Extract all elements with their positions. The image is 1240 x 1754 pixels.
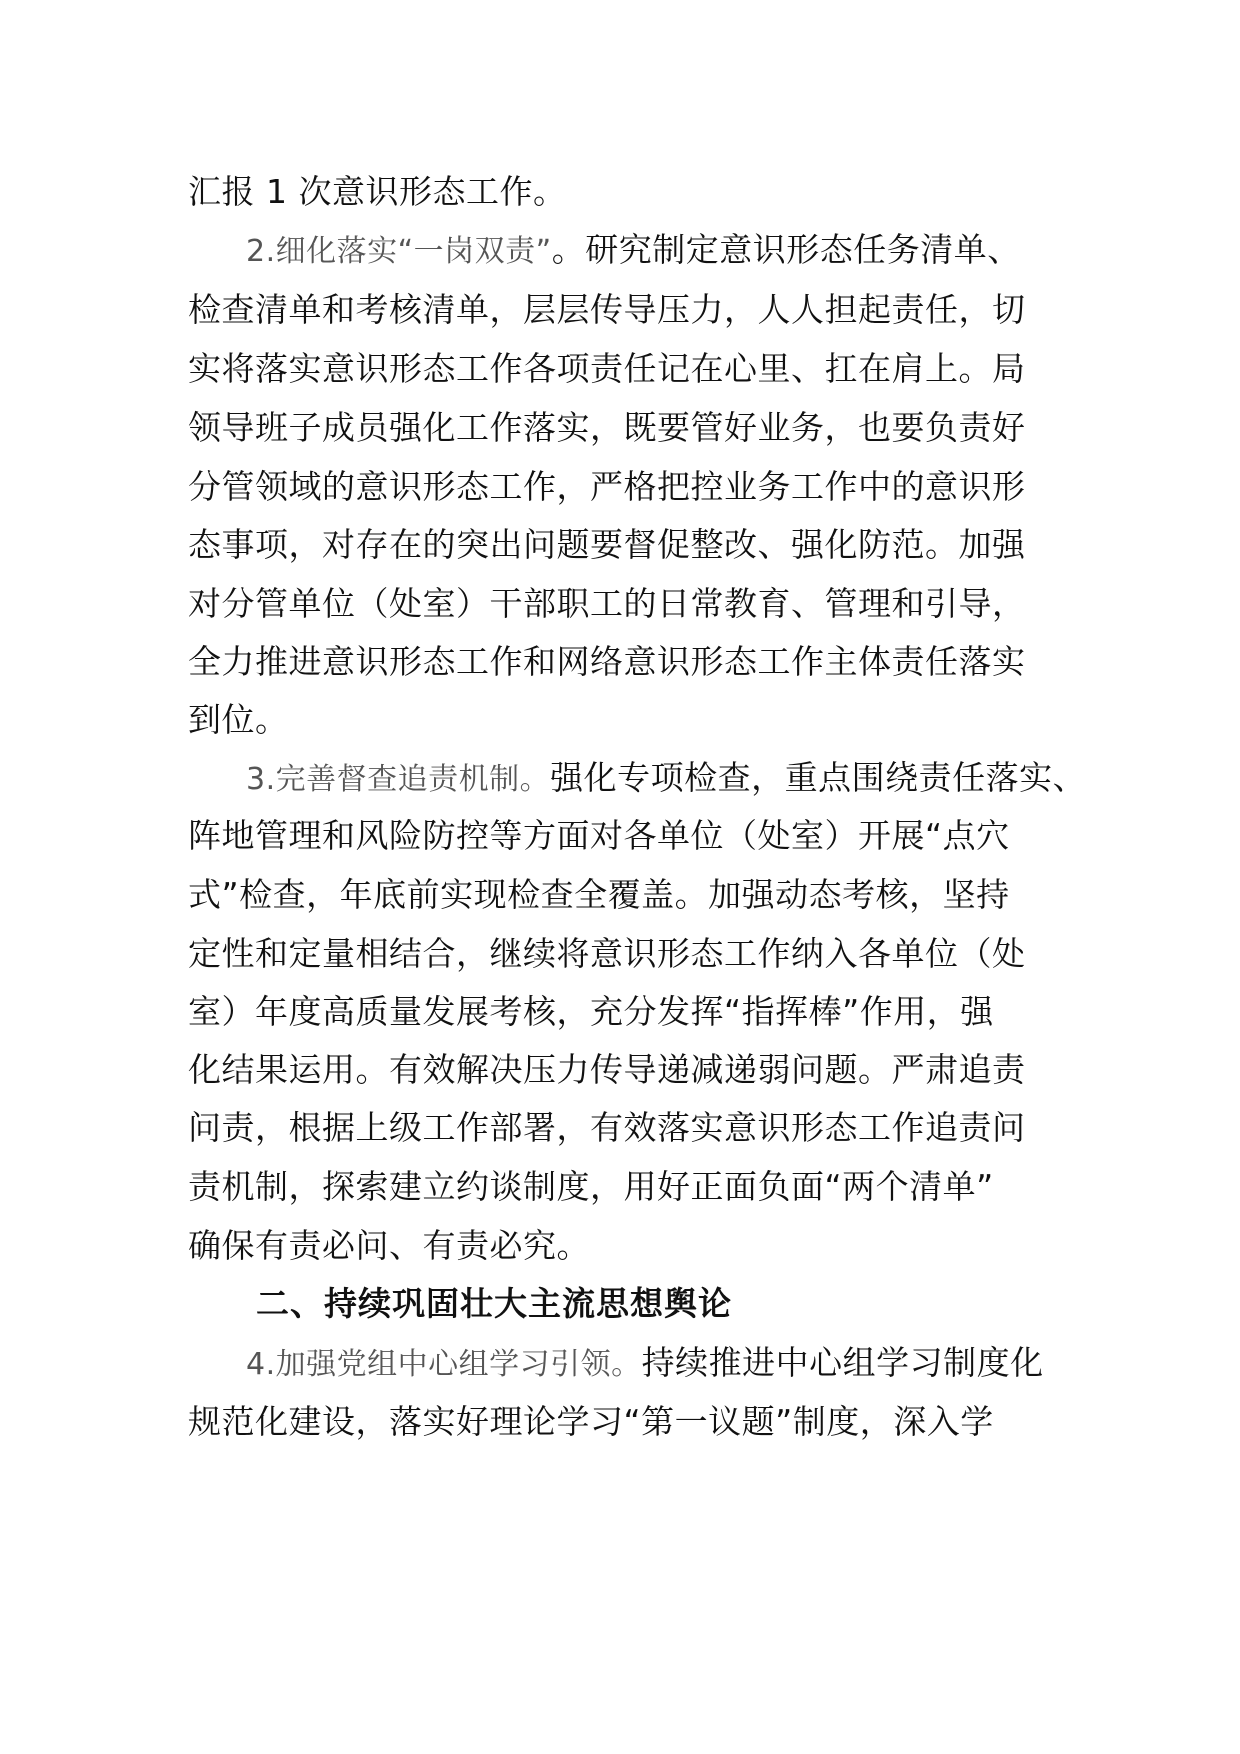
- item-lead: 加强党组中心组学习引领。: [275, 1347, 642, 1382]
- text-line: 态事项，对存在的突出问题要督促整改、强化防范。加强: [188, 525, 1026, 564]
- item-number: 2.: [246, 234, 276, 269]
- text-line: 化结果运用。有效解决压力传导递减递弱问题。严肃追责: [188, 1050, 1026, 1089]
- text-line: 实将落实意识形态工作各项责任记在心里、扛在肩上。局: [188, 349, 1026, 388]
- item-heading-3: [246, 758, 1086, 800]
- text-line: 对分管单位（处室）干部职工的日常教育、管理和引导，: [188, 584, 1026, 623]
- item-rest: 。研究制定意识形态任务清单、: [551, 230, 1021, 269]
- item-rest: 持续推进中心组学习制度化: [641, 1343, 1044, 1382]
- section-heading: 二、持续巩固壮大主流思想舆论: [256, 1284, 732, 1323]
- text-line: 阵地管理和风险防控等方面对各单位（处室）开展“点穴: [188, 816, 1010, 855]
- item-number: 3.: [246, 762, 276, 797]
- item-heading-2: [246, 230, 1021, 272]
- text-line: 式”检查，年底前实现检查全覆盖。加强动态考核，坚持: [188, 875, 1010, 914]
- item-rest: 强化专项检查，重点围绕责任落实、: [550, 758, 1087, 797]
- text-line: 领导班子成员强化工作落实，既要管好业务，也要负责好: [188, 408, 1026, 447]
- text-line: 确保有责必问、有责必究。: [188, 1226, 590, 1265]
- item-number: 4.: [246, 1347, 276, 1382]
- text-line: 分管领域的意识形态工作，严格把控业务工作中的意识形: [188, 467, 1026, 506]
- item-lead: 完善督查追责机制。: [275, 762, 551, 797]
- text-line: 检查清单和考核清单，层层传导压力，人人担起责任，切: [188, 290, 1026, 329]
- text-line: 室）年度高质量发展考核，充分发挥“指挥棒”作用，强: [188, 992, 994, 1031]
- item-heading-4: [246, 1343, 1044, 1385]
- text-line: 汇报 1 次意识形态工作。: [188, 172, 567, 211]
- text-line: 到位。: [188, 700, 289, 739]
- item-lead: 细化落实“一岗双责”: [275, 234, 552, 269]
- text-line: 问责，根据上级工作部署，有效落实意识形态工作追责问: [188, 1108, 1026, 1147]
- text-line: 责机制，探索建立约谈制度，用好正面负面“两个清单”: [188, 1167, 994, 1206]
- text-line: 定性和定量相结合，继续将意识形态工作纳入各单位（处: [188, 934, 1026, 973]
- text-line: 全力推进意识形态工作和网络意识形态工作主体责任落实: [188, 642, 1026, 681]
- text-line: 规范化建设，落实好理论学习“第一议题”制度，深入学: [188, 1402, 994, 1441]
